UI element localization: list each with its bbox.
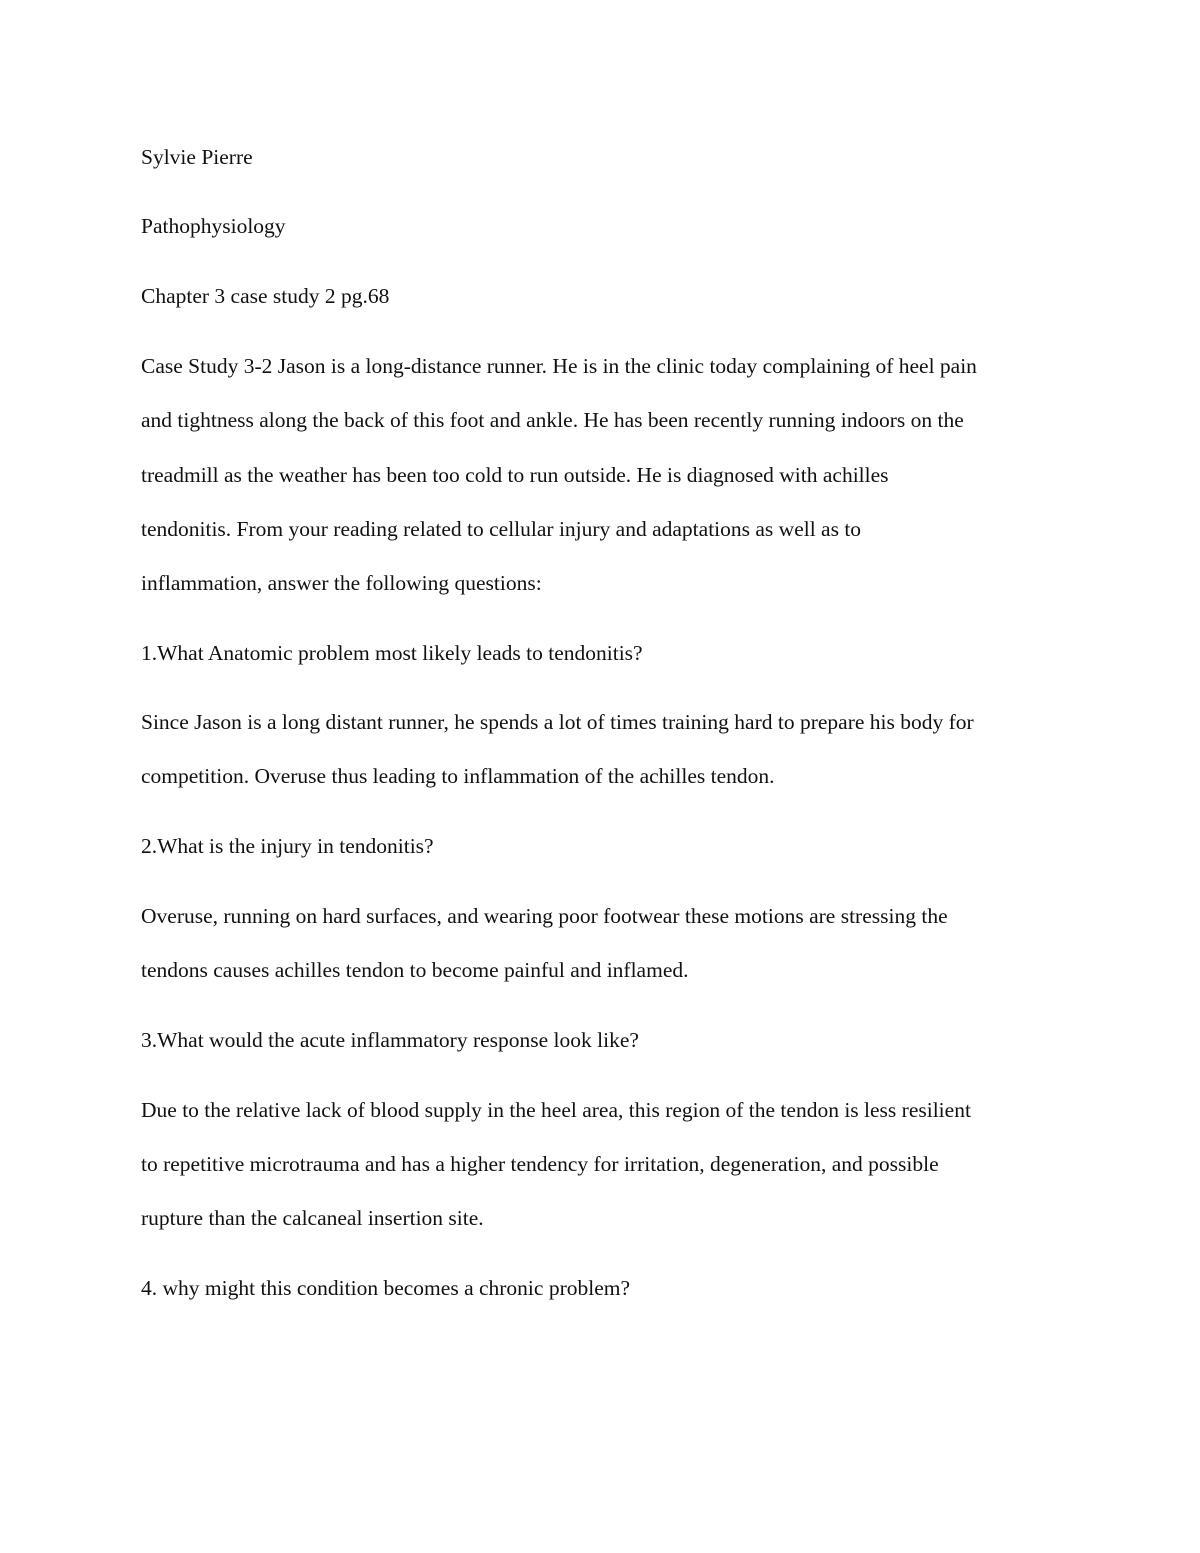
intro-line: inflammation, answer the following questions: <box>141 571 542 595</box>
answer-1-line: Since Jason is a long distant runner, he spends a lot of times training hard to prepare his body for <box>141 710 974 734</box>
intro-line: Case Study 3-2 Jason is a long-distance runner. He is in the clinic today complaining of heel pain <box>141 354 977 378</box>
intro-line: treadmill as the weather has been too cold to run outside. He is diagnosed with achilles <box>141 463 889 487</box>
answer-3-line: to repetitive microtrauma and has a higher tendency for irritation, degeneration, and possible <box>141 1152 939 1176</box>
author-name: Sylvie Pierre <box>141 145 253 169</box>
question-4: 4. why might this condition becomes a chronic problem? <box>141 1276 631 1300</box>
answer-2-line: Overuse, running on hard surfaces, and wearing poor footwear these motions are stressing the <box>141 904 948 928</box>
answer-3-line: Due to the relative lack of blood supply in the heel area, this region of the tendon is less resilient <box>141 1098 971 1122</box>
intro-line: tendonitis. From your reading related to cellular injury and adaptations as well as to <box>141 517 862 541</box>
answer-1-line: competition. Overuse thus leading to inflammation of the achilles tendon. <box>141 764 775 788</box>
intro-line: and tightness along the back of this foot and ankle. He has been recently running indoors on the <box>141 408 964 432</box>
question-3: 3.What would the acute inflammatory response look like? <box>141 1028 639 1052</box>
assignment-title: Chapter 3 case study 2 pg.68 <box>141 284 390 308</box>
answer-2-line: tendons causes achilles tendon to become painful and inflamed. <box>141 958 689 982</box>
course-name: Pathophysiology <box>141 214 286 238</box>
answer-3-line: rupture than the calcaneal insertion site. <box>141 1206 484 1230</box>
question-1: 1.What Anatomic problem most likely leads to tendonitis? <box>141 641 643 665</box>
question-2: 2.What is the injury in tendonitis? <box>141 834 434 858</box>
